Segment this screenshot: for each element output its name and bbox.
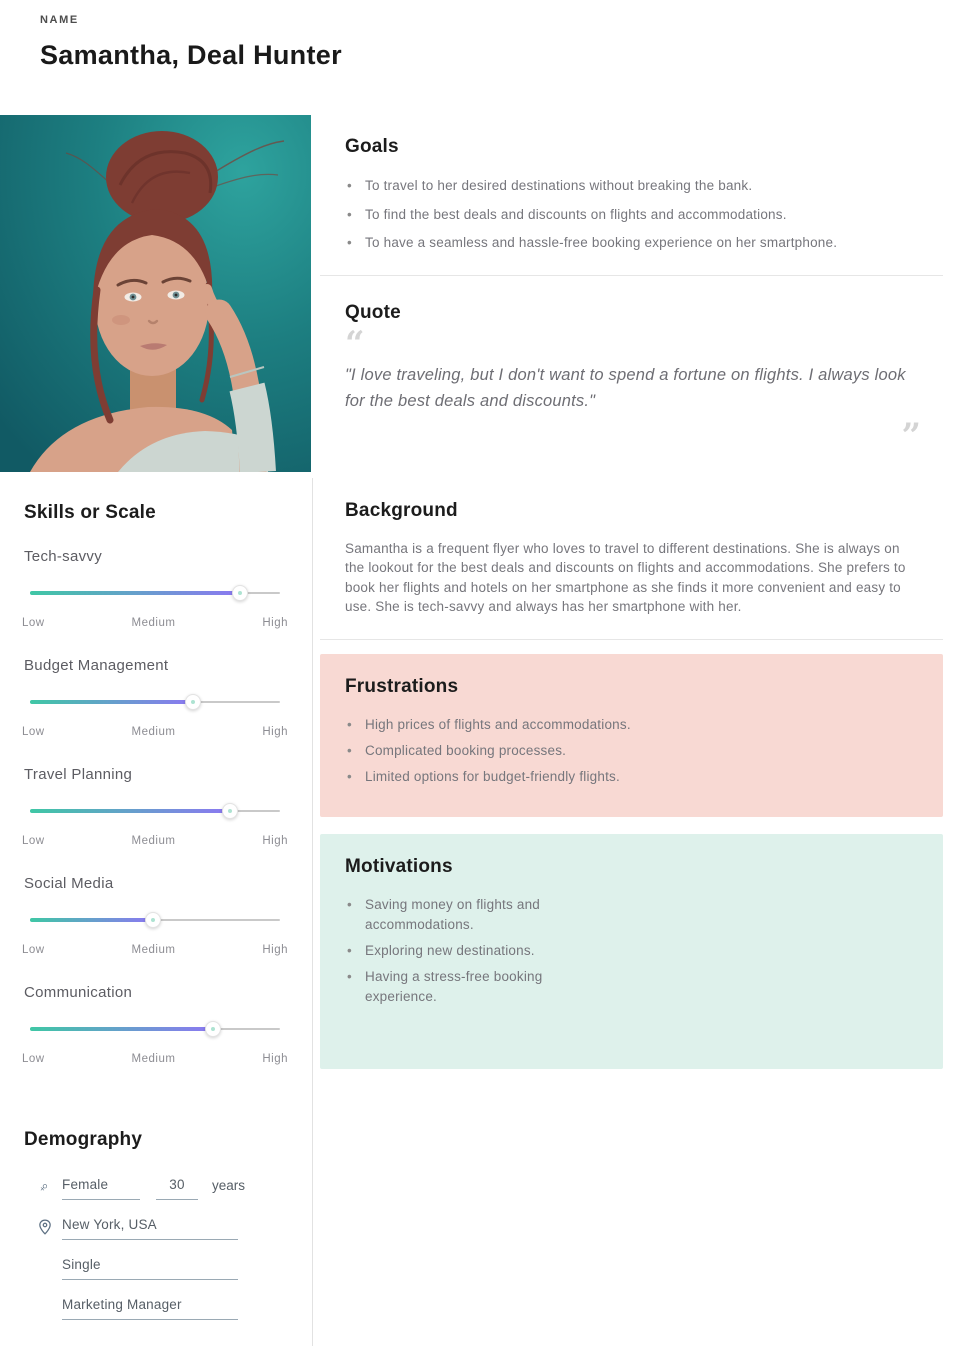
skill-slider-block	[24, 548, 287, 629]
occupation-field[interactable]	[62, 1297, 238, 1320]
slider-thumb[interactable]	[205, 1021, 221, 1037]
skill-slider[interactable]	[30, 803, 280, 819]
scale-label-high: High	[262, 726, 288, 738]
slider-scale-labels	[22, 617, 288, 629]
frustrations-list	[345, 715, 918, 787]
years-label: years	[212, 1178, 246, 1193]
slider-fill	[30, 809, 230, 813]
background-text[interactable]: Samantha is a frequent flyer who loves to travel to different destinations. She is always on the lookout for the best deals and discounts on flights and accommodations. She prefers to book her flights and hotels on her smartphone as she finds it more convenient and easy to use. She is tech-savvy and always has her smartphone with her.	[345, 540, 906, 615]
goal-item[interactable]	[345, 205, 921, 225]
divider-after-background	[320, 639, 943, 640]
occupation-icon-placeholder	[38, 1297, 62, 1299]
scale-label-low: Low	[22, 617, 45, 629]
open-quote-icon: “	[345, 323, 365, 364]
slider-fill	[30, 591, 240, 595]
slider-scale-labels	[22, 1053, 288, 1065]
goal-item-text: To have a seamless and hassle-free booking experience on her smartphone.	[365, 235, 838, 251]
occupation-row	[24, 1297, 287, 1320]
name-field-label: NAME	[40, 14, 79, 26]
persona-photo-illustration	[0, 115, 311, 472]
scale-label-medium: Medium	[131, 1053, 176, 1065]
skill-slider-block	[24, 766, 287, 847]
scale-label-medium: Medium	[131, 726, 176, 738]
goals-heading: Goals	[345, 136, 399, 157]
frustrations-section	[320, 654, 943, 817]
scale-label-medium: Medium	[131, 617, 176, 629]
right-column	[320, 130, 943, 1069]
motivation-item[interactable]	[345, 895, 587, 935]
motivation-item[interactable]	[345, 941, 587, 961]
motivation-item-text: Saving money on flights and accommodations.	[365, 896, 541, 932]
gender-field[interactable]	[62, 1177, 140, 1200]
skill-label: Travel Planning	[24, 766, 133, 783]
scale-label-high: High	[262, 617, 288, 629]
frustrations-heading: Frustrations	[345, 675, 459, 697]
frustration-item-text: Limited options for budget-friendly flights.	[365, 768, 620, 784]
left-column	[0, 115, 311, 1337]
scale-label-high: High	[262, 835, 288, 847]
slider-thumb[interactable]	[232, 585, 248, 601]
frustration-item-text: Complicated booking processes.	[365, 742, 567, 758]
gender-icon: ♀	[33, 1177, 54, 1198]
marital-status-icon-placeholder	[38, 1257, 62, 1259]
background-section	[320, 500, 943, 617]
location-row	[24, 1217, 287, 1240]
motivations-section	[320, 834, 943, 1069]
frustration-item[interactable]	[345, 767, 918, 787]
slider-fill	[30, 918, 153, 922]
motivation-item[interactable]	[345, 967, 587, 1007]
frustration-item[interactable]	[345, 715, 918, 735]
skill-slider-block	[24, 657, 287, 738]
close-quote-icon: ”	[901, 415, 921, 456]
skills-list	[24, 548, 287, 1065]
quote-section	[320, 302, 943, 454]
goals-list	[345, 176, 921, 253]
skill-slider[interactable]	[30, 694, 280, 710]
quote-text[interactable]: "I love traveling, but I don't want to spend a fortune on flights. I always look for the best deals and discounts."	[345, 365, 906, 410]
scale-label-low: Low	[22, 726, 45, 738]
frustration-item-text: High prices of flights and accommodations.	[365, 716, 631, 732]
skill-slider[interactable]	[30, 912, 280, 928]
scale-label-low: Low	[22, 944, 45, 956]
scale-label-medium: Medium	[131, 944, 176, 956]
skill-label: Social Media	[24, 875, 114, 892]
scale-label-medium: Medium	[131, 835, 176, 847]
location-pin-icon	[38, 1217, 62, 1240]
demography-section	[0, 1065, 311, 1320]
slider-fill	[30, 1027, 213, 1031]
skills-heading: Skills or Scale	[24, 502, 156, 523]
skill-label: Tech-savvy	[24, 548, 103, 565]
scale-label-low: Low	[22, 835, 45, 847]
location-field[interactable]	[62, 1217, 238, 1240]
gender-age-row	[24, 1177, 287, 1200]
demography-rows	[24, 1177, 287, 1320]
skill-slider-block	[24, 875, 287, 956]
scale-label-high: High	[262, 1053, 288, 1065]
slider-fill	[30, 700, 193, 704]
skills-section	[0, 472, 311, 1065]
column-divider	[312, 478, 313, 1346]
scale-label-low: Low	[22, 1053, 45, 1065]
slider-thumb[interactable]	[145, 912, 161, 928]
frustration-item[interactable]	[345, 741, 918, 761]
goals-section	[320, 136, 943, 253]
slider-scale-labels	[22, 835, 288, 847]
divider-after-goals	[320, 275, 943, 276]
skill-label: Communication	[24, 984, 133, 1001]
quote-heading: Quote	[345, 301, 401, 323]
skill-label: Budget Management	[24, 657, 169, 674]
motivation-item-text: Having a stress-free booking experience.	[365, 968, 543, 1004]
marital-status-field[interactable]	[62, 1257, 238, 1280]
persona-title[interactable]: Samantha, Deal Hunter	[40, 40, 342, 70]
age-field[interactable]	[156, 1177, 198, 1200]
goal-item[interactable]	[345, 233, 921, 253]
header	[40, 14, 342, 71]
slider-scale-labels	[22, 726, 288, 738]
persona-photo[interactable]	[0, 115, 311, 472]
skill-slider[interactable]	[30, 585, 280, 601]
goal-item[interactable]	[345, 176, 921, 196]
motivation-item-text: Exploring new destinations.	[365, 942, 535, 958]
motivations-list	[345, 895, 587, 1007]
scale-label-high: High	[262, 944, 288, 956]
goal-item-text: To travel to her desired destinations without breaking the bank.	[365, 178, 753, 193]
motivations-heading: Motivations	[345, 855, 453, 877]
goal-item-text: To find the best deals and discounts on flights and accommodations.	[365, 206, 787, 222]
skill-slider[interactable]	[30, 1021, 280, 1037]
slider-thumb[interactable]	[222, 803, 238, 819]
skill-slider-block	[24, 984, 287, 1065]
demography-heading: Demography	[24, 1129, 143, 1150]
slider-thumb[interactable]	[185, 694, 201, 710]
marital-status-row	[24, 1257, 287, 1280]
slider-scale-labels	[22, 944, 288, 956]
background-heading: Background	[345, 499, 458, 521]
